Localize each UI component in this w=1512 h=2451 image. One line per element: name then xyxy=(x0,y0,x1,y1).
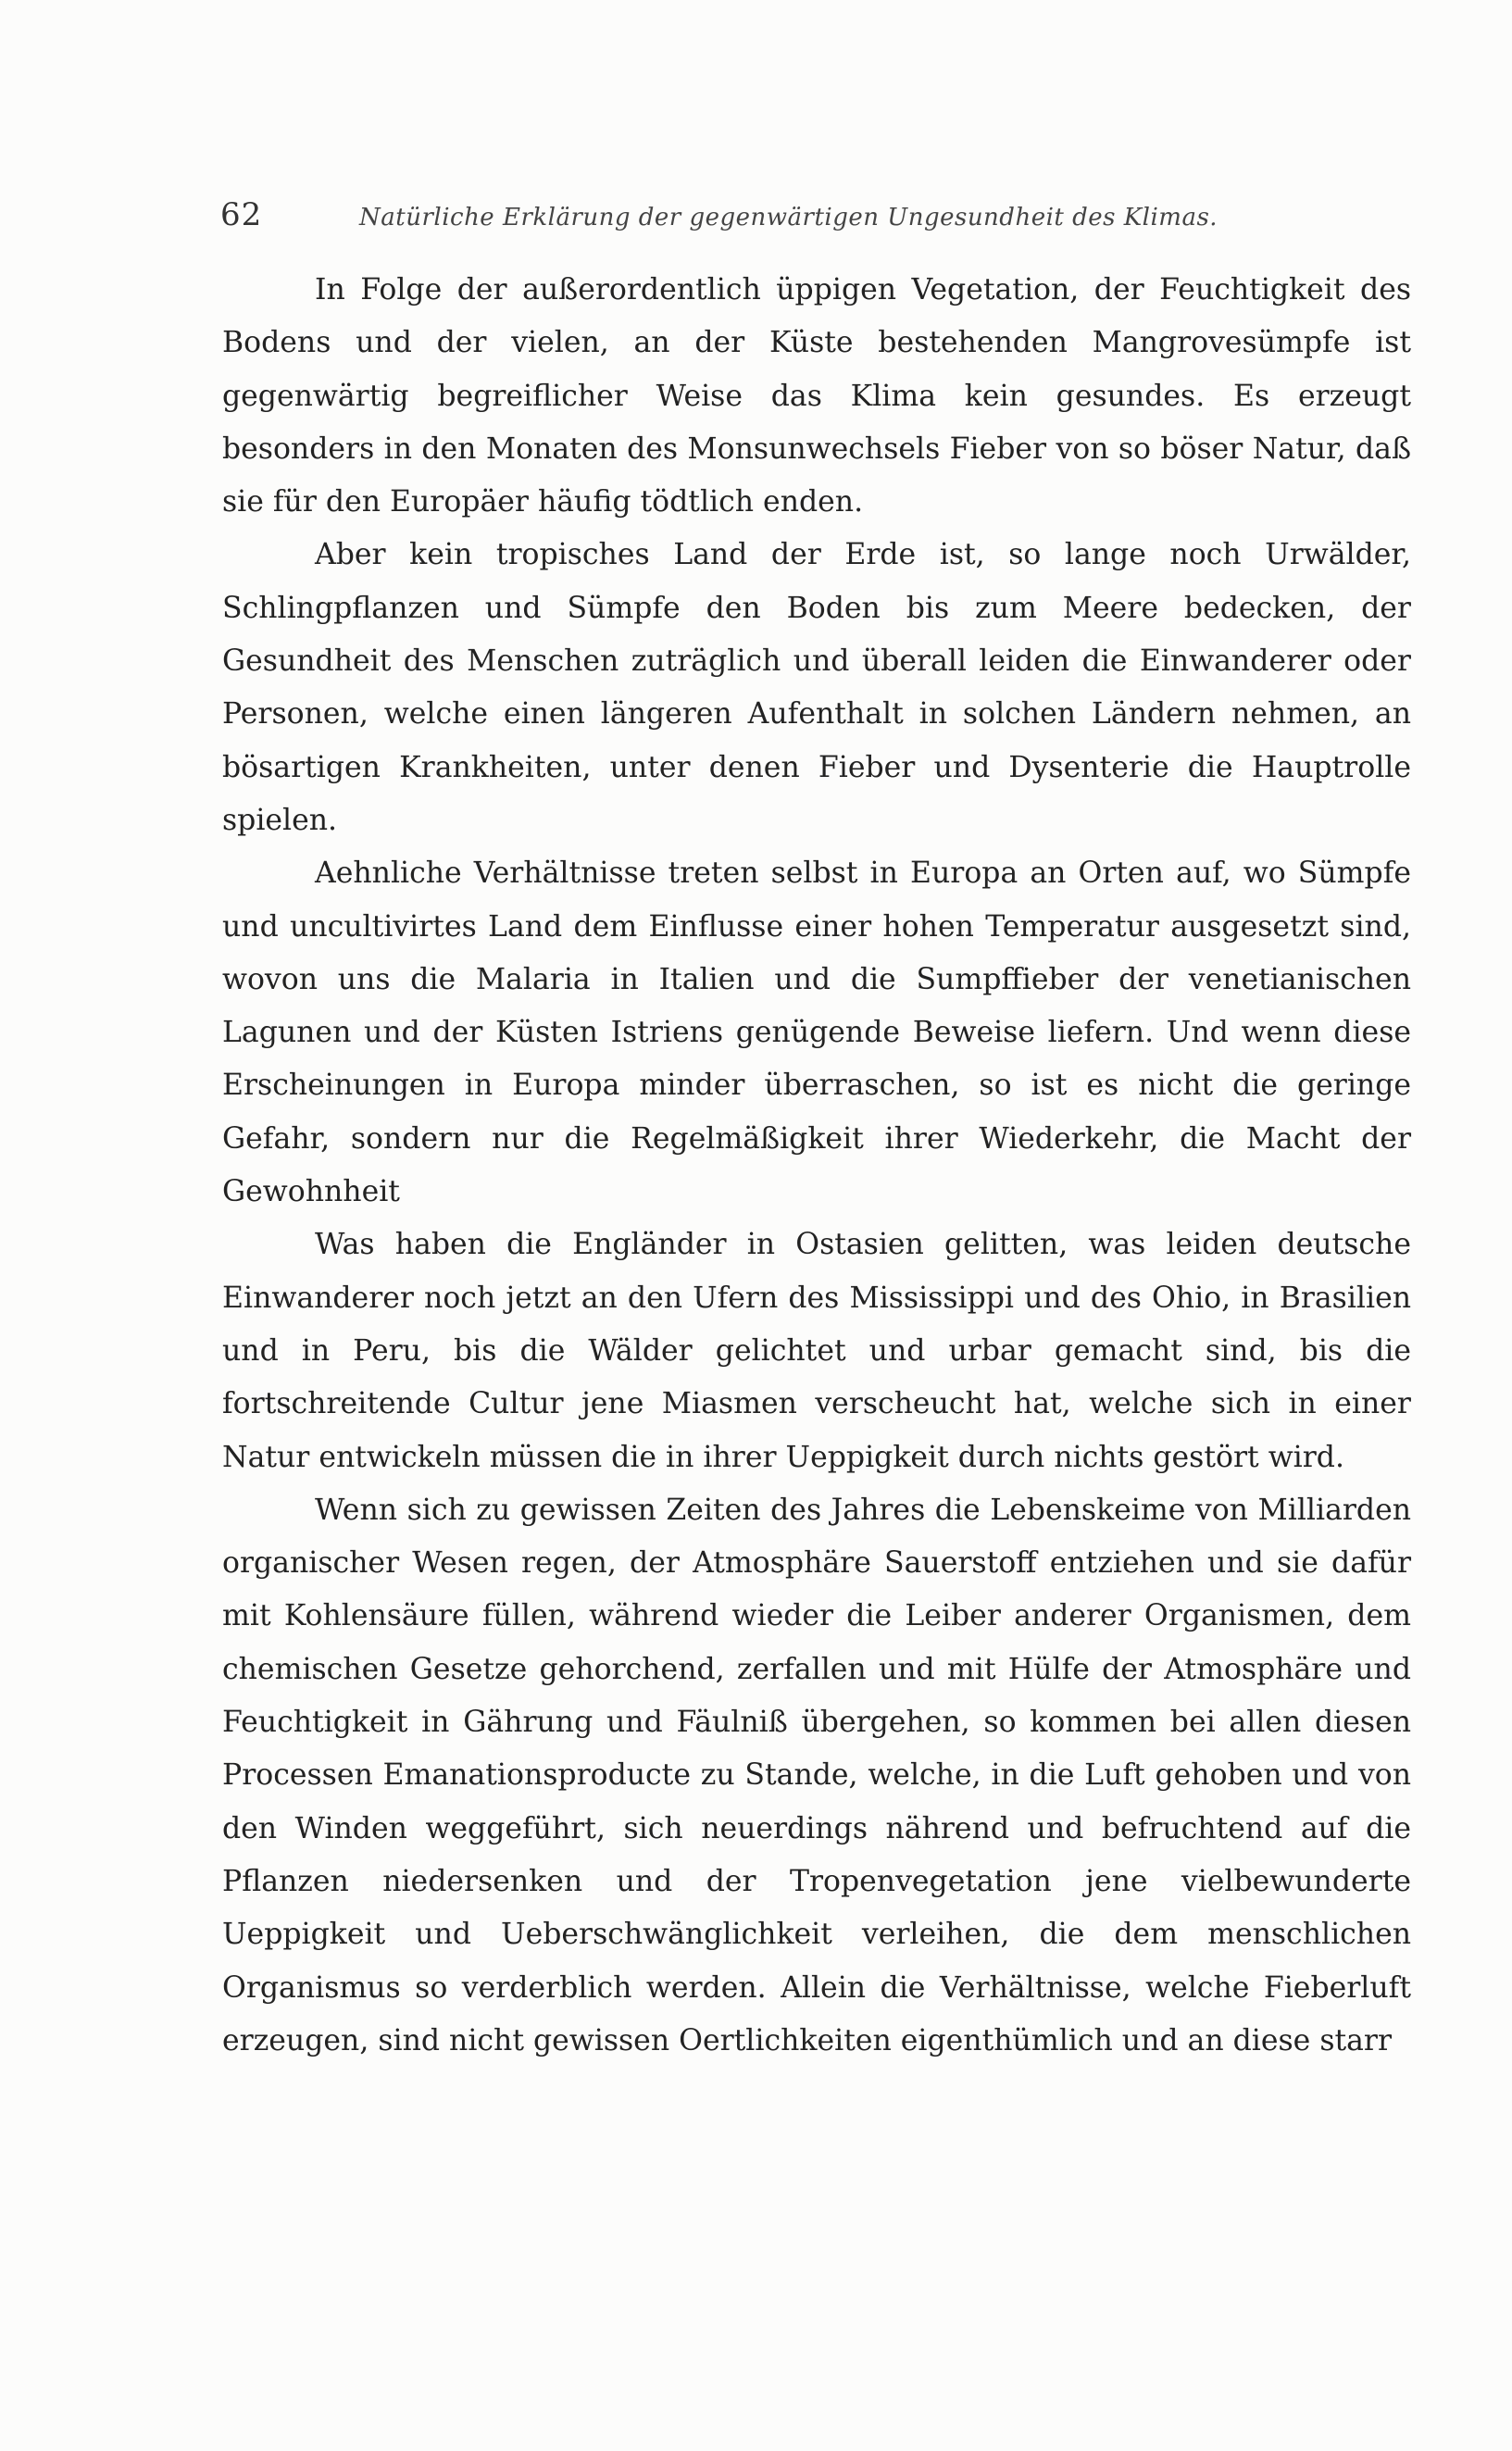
paragraph-5: Wenn sich zu gewissen Zeiten des Jahres die Lebenskeime von Milliarden organischer Wesen regen, der Atmosphäre Sauerstoff entziehen und sie dafür mit Kohlensäure füllen, während wieder die Leiber anderer Organismen, dem chemischen Gesetze gehorchend, zerfallen und mit Hülfe der Atmosphäre und Feuchtigkeit in Gährung und Fäulniß übergehen, so kommen bei allen diesen Processen Emanationsproducte zu Stande, welche, in die Luft gehoben und von den Winden weggeführt, sich neuerdings nährend und befruchtend auf die Pflanzen niedersenken und der Tropenvegetation jene vielbewunderte Ueppigkeit und Ueberschwänglichkeit verleihen, die dem menschlichen Organismus so verderblich werden. Allein die Verhältnisse, welche Fieberluft erzeugen, sind nicht gewissen Oertlichkeiten eigenthümlich und an diese starr xyxy=(222,1493,1411,2057)
paragraph-4: Was haben die Engländer in Ostasien gelitten, was leiden deutsche Einwanderer noch jetzt an den Ufern des Mississippi und des Ohio, in Brasilien und in Peru, bis die Wälder gelichtet und urbar gemacht sind, bis die fortschreitende Cultur jene Miasmen verscheucht hat, welche sich in einer Natur entwickeln müssen die in ihrer Ueppigkeit durch nichts gestört wird. xyxy=(222,1228,1411,1474)
paragraph-1: In Folge der außerordentlich üppigen Vegetation, der Feuchtigkeit des Bodens und der vielen, an der Küste bestehenden Mangrovesümpfe ist gegenwärtig begreiflicher Weise das Klima kein gesundes. Es erzeugt besonders in den Monaten des Monsunwechsels Fieber von so böser Natur, daß sie für den Europäer häufig tödtlich enden. xyxy=(222,273,1411,519)
page-number: 62 xyxy=(220,196,263,233)
running-title: Natürliche Erklärung der gegenwärtigen Ungesundheit des Klimas. xyxy=(359,204,1218,231)
body-text xyxy=(222,264,1411,2068)
paragraph-2: Aber kein tropisches Land der Erde ist, so lange noch Urwälder, Schlingpflanzen und Sümpfe den Boden bis zum Meere bedecken, der Gesundheit des Menschen zuträglich und überall leiden die Einwanderer oder Personen, welche einen längeren Aufenthalt in solchen Ländern nehmen, an bösartigen Krankheiten, unter denen Fieber und Dysenterie die Hauptrolle spielen. xyxy=(222,538,1411,837)
paragraph-3: Aehnliche Verhältnisse treten selbst in Europa an Orten auf, wo Sümpfe und uncultivirtes Land dem Einflusse einer hohen Temperatur ausgesetzt sind, wovon uns die Malaria in Italien und die Sumpffieber der venetianischen Lagunen und der Küsten Istriens genügende Beweise liefern. Und wenn diese Erscheinungen in Europa minder überraschen, so ist es nicht die geringe Gefahr, sondern nur die Regelmäßigkeit ihrer Wiederkehr, die Macht der Gewohnheit xyxy=(222,857,1411,1209)
page-header xyxy=(220,196,1262,233)
